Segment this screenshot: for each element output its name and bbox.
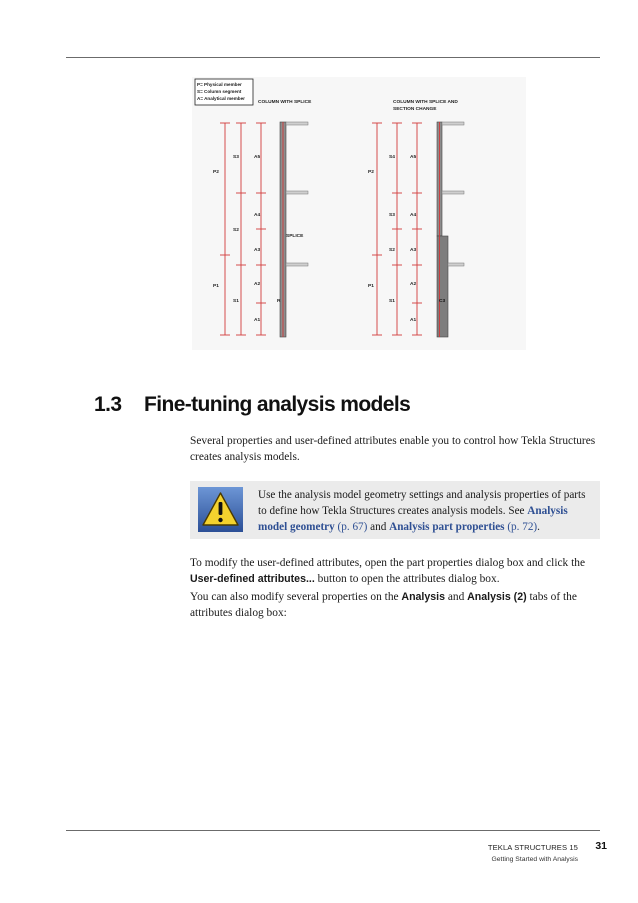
legend-line: S= Column segment — [197, 89, 242, 94]
section-heading — [94, 393, 614, 421]
dimension-label: A2 — [410, 282, 417, 287]
section-number: 1.3 — [94, 393, 122, 416]
dimension-label: P1 — [213, 284, 219, 289]
dimension-label: A5 — [410, 155, 417, 160]
dimension-label: S3 — [389, 213, 395, 218]
page-reference[interactable]: (p. 72) — [507, 521, 538, 533]
paragraph-text: You can also modify several properties on the — [190, 591, 402, 603]
dimension-label: P2 — [368, 170, 374, 175]
analysis-model-geometry-link[interactable]: Analysis model geometry — [258, 505, 568, 533]
right-diagram-title: SECTION CHANGE — [393, 107, 437, 112]
dimension-label: S1 — [389, 299, 395, 304]
right-diagram-title: COLUMN WITH SPLICE AND — [393, 100, 458, 105]
analysis-tab-ref: Analysis — [401, 591, 445, 603]
warning-icon — [198, 487, 243, 532]
legend-line: P= Physical member — [197, 82, 242, 87]
legend-line: A= Analytical member — [197, 96, 245, 101]
column-splice-figure — [192, 77, 526, 350]
paragraph-text: tabs of the attributes dialog box: — [190, 591, 577, 619]
footer-product-name: TEKLA STRUCTURES 15 — [487, 843, 578, 852]
footer-book-title: Getting Started with Analysis — [491, 856, 578, 863]
splice-label: SPLICE — [286, 234, 304, 239]
dimension-label: S2 — [233, 228, 239, 233]
footer-rule — [66, 830, 600, 831]
paragraph-text: To modify the user-defined attributes, open the part properties dialog box and click the — [190, 557, 585, 569]
dimension-label: A1 — [410, 318, 417, 323]
dimension-label: S4 — [389, 155, 395, 160]
dimension-label: S1 — [233, 299, 239, 304]
note-text-part: and — [367, 521, 390, 533]
member-label: R — [277, 299, 281, 304]
dimension-label: A2 — [254, 282, 261, 287]
dimension-label: A4 — [254, 213, 261, 218]
dimension-label: S2 — [389, 248, 395, 253]
note-box — [190, 481, 600, 539]
page-reference[interactable]: (p. 67) — [337, 521, 368, 533]
paragraph-text: and — [445, 591, 468, 603]
page-number: 31 — [595, 840, 607, 852]
dimension-label: A5 — [254, 155, 261, 160]
intro-paragraph: Several properties and user-defined attributes enable you to control how Tekla Structures creates analysis models. — [190, 435, 596, 463]
paragraph-text: button to open the attributes dialog box. — [314, 573, 500, 585]
dimension-label: P1 — [368, 284, 374, 289]
note-text — [258, 487, 594, 535]
user-defined-attributes-button-ref: User-defined attributes... — [190, 573, 315, 585]
dimension-label: A3 — [254, 248, 261, 253]
analysis-2-tab-ref: Analysis (2) — [467, 591, 527, 603]
left-diagram-title: COLUMN WITH SPLICE — [258, 100, 312, 105]
member-label: C3 — [439, 299, 446, 304]
user-defined-attributes-paragraph — [190, 555, 604, 587]
header-rule — [66, 57, 600, 58]
dimension-label: A1 — [254, 318, 261, 323]
dimension-label: S3 — [233, 155, 239, 160]
analysis-tabs-paragraph — [190, 589, 604, 621]
dimension-label: A3 — [410, 248, 417, 253]
note-text-part: Use the analysis model geometry settings and analysis properties of parts to define how Tekla Structures creates analysis models. See — [258, 489, 586, 517]
dimension-label: P2 — [213, 170, 219, 175]
analysis-part-properties-link[interactable]: Analysis part properties — [389, 521, 505, 533]
note-text-part: . — [537, 521, 540, 533]
dimension-label: A4 — [410, 213, 417, 218]
section-title: Fine-tuning analysis models — [144, 393, 411, 416]
